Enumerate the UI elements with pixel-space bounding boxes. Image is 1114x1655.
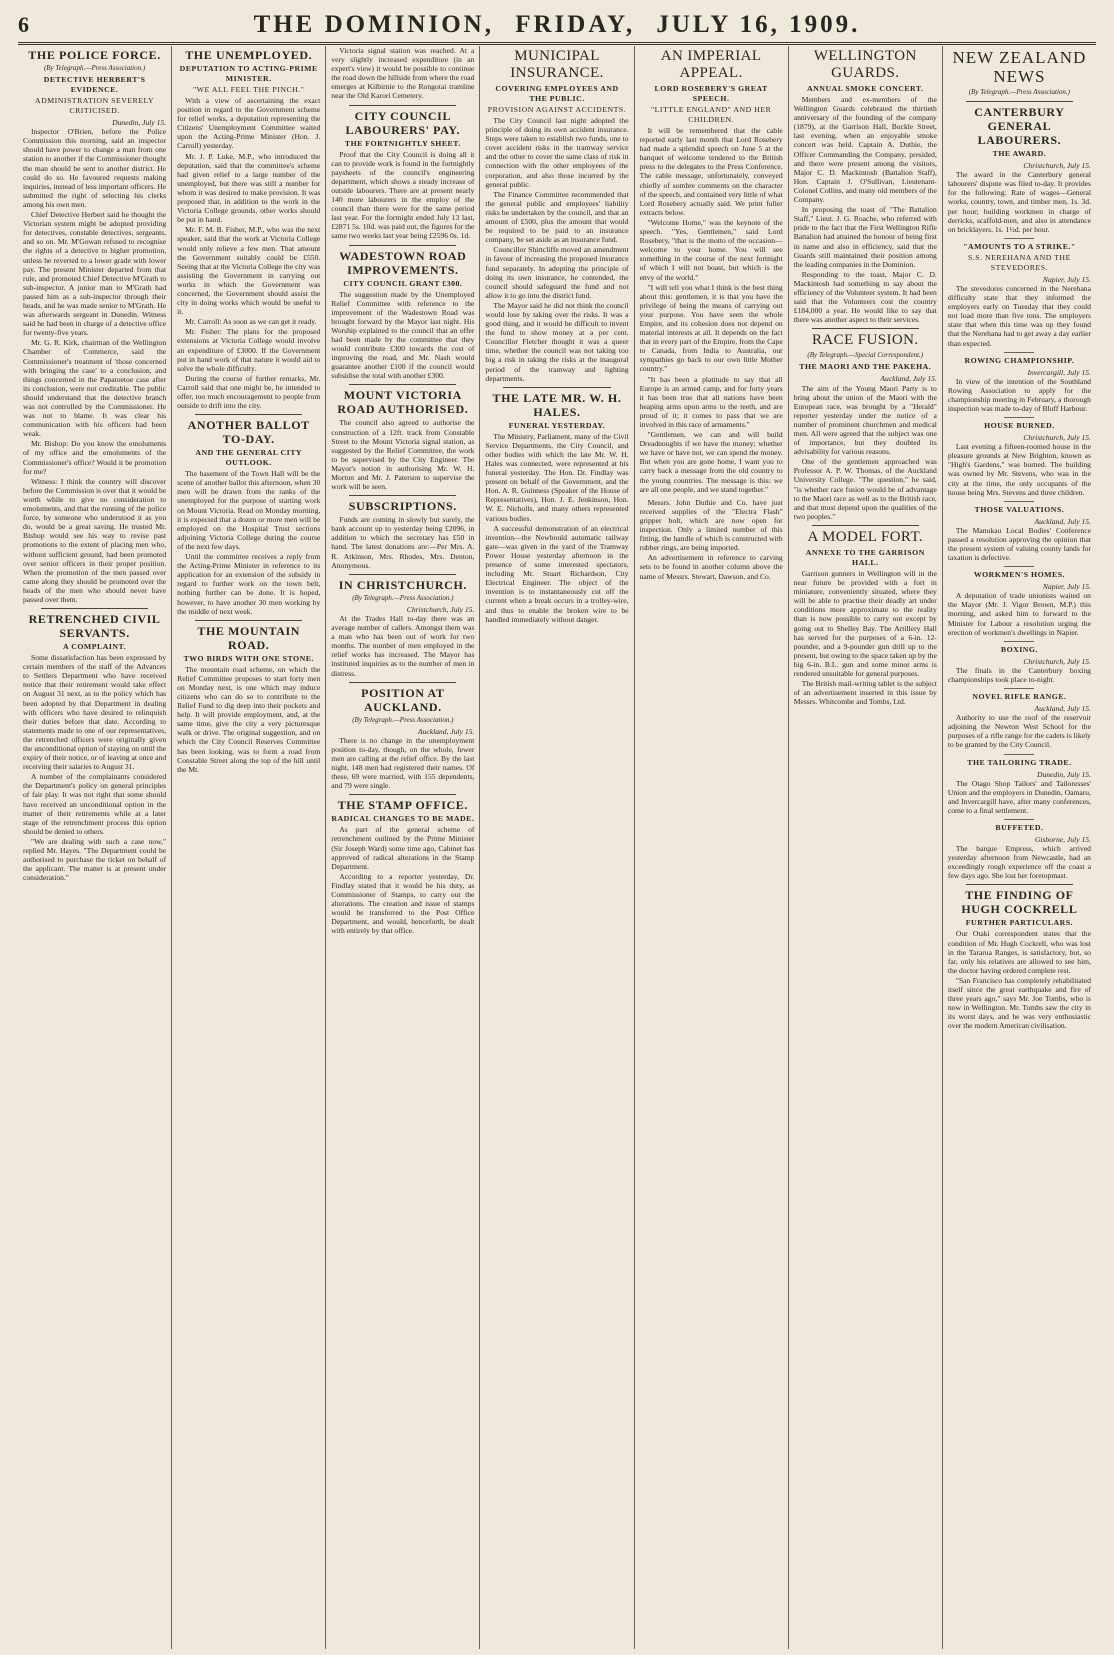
newspaper-columns: [18, 46, 1096, 1649]
article-paragraph: Messrs. John Duthie and Co. have just received supplies of the "Electra Flash" gripper bolt, which are now open for inspection. Only a limited number of this fitting, the handle of which is constructed with rubber rings, are being imported.: [639, 497, 783, 553]
column-6: [789, 46, 943, 1649]
article-divider: [349, 794, 456, 795]
article-paragraph: A successful demonstration of an electrical invention—the Newbould automatic railway gate—was given in the yard of the Tramway Power House yesterday afternoon in the presence of some interested spectators, including Mr. Stuart Richardson, City Electrical Engineer. The object of the invention is to instantaneously cut off the current when a break occurs in a trolley-wire, and thus to enable the broken wire to be handled immediately without danger.: [485, 523, 629, 624]
article-paragraph: Until the committee receives a reply from the Acting-Prime Minister in reference to its application for an extension of the subsidy in regard to further work on the town belt, nothing further can be done. It is hoped, however, to have another 30 men working by the middle of next week.: [177, 552, 321, 616]
article-paragraph: Members and ex-members of the Wellington Guards celebrated the thirtieth anniversary of the founding of the company (1879), at the Garrison Hall, Buckle Street, last evening, when an enjoyable smoke concert was held. Captain A. Duthie, the Officer Commanding the Company, presided, and there were present among the visitors, Major C. D. Mackintosh (Battalion Staff), Hon. Captain J. O'Sullivan, Lieutenant-Colonel Collins, and many old members of the Company.: [793, 95, 937, 205]
article-headline: THE FINDING OF HUGH COCKRELL: [961, 888, 1078, 917]
dateline: Auckland, July 15.: [417, 726, 475, 736]
article-paragraph: As part of the general scheme of retrenchment outlined by the Prime Minister (Sir Joseph Ward) some time ago, Cabinet has approved of radical alterations in the Stamp Department.: [331, 825, 475, 871]
article-paragraph: Mr. F. M. B. Fisher, M.P., who was the next speaker, said that the work at Victoria College would only relieve a few men. That amount the Government suitably could be £550. Seeing that at the Victoria College the city was assisting the Government in carrying out works in which the Government was concerned, the Government should assist the city in doing works which would be useful to it.: [177, 225, 321, 317]
article-paragraph: It will be remembered that the cable reported early last month that Lord Rosebery had made a splendid speech on June 5 at the banquet of welcome tendered to the British press to the delegates to the Press Conference. The cable message, unfortunately, conveyed chiefly of sombre comments on the character of the speech, and contained very little of what Lord Rosebery actually said. We print fuller extracts below.: [639, 126, 783, 217]
article-subhead: COVERING EMPLOYEES AND THE PUBLIC.: [495, 84, 619, 103]
dateline: Dunedin, July 15.: [112, 118, 167, 128]
article-subhead: ANNUAL SMOKE CONCERT.: [807, 84, 924, 93]
article-divider: [349, 682, 456, 683]
article-subhead: FUNERAL YESTERDAY.: [508, 420, 606, 430]
article: [948, 417, 1091, 497]
wire-credit: (By Telegraph.—Press Association.): [968, 88, 1071, 96]
article: [948, 641, 1091, 684]
short-divider: [1004, 417, 1034, 418]
article-subhead: BUFFETED.: [995, 822, 1044, 832]
article-subhead: THOSE VALUATIONS.: [974, 504, 1065, 514]
article-paragraph: The mountain road scheme, on which the Relief Committee proposes to start forty men on Monday next, is one which may induce citizens who can do so to contribute to the Relief Fund to dig deep into their pockets and help. It will provide employment, and, at the same time, give the city a very picturesque walk or drive. The original suggestion, and on which the City Council Reserves Committee has been looking, was to form a road from Constable Street along the top of the hill until the Mt.: [177, 664, 321, 774]
article: [331, 499, 474, 570]
short-divider: [1004, 688, 1034, 689]
article-subhead: ADMINISTRATION SEVERELY CRITICISED.: [34, 96, 155, 116]
article-subhead: ROWING CHAMPIONSHIP.: [964, 355, 1075, 365]
article-subhead: HOUSE BURNED.: [984, 421, 1055, 431]
article-paragraph: The British mail-writing tablet is the subject of an advertisement inserted in this issue by Messrs. Whitcombe and Tombs, Ltd.: [793, 679, 937, 707]
dateline: Christchurch, July 15.: [1023, 433, 1091, 443]
short-divider: [1004, 641, 1034, 642]
article-headline: SUBSCRIPTIONS.: [348, 499, 457, 514]
article-subhead: "LITTLE ENGLAND" AND HER CHILDREN.: [650, 105, 772, 124]
article-subhead: AND THE GENERAL CITY OUTLOOK.: [195, 448, 303, 468]
article-subhead: WORKMEN'S HOMES.: [973, 570, 1065, 580]
article-paragraph: One of the gentlemen approached was Professor A. P. W. Thomas, of the Auckland University College. "The question," he said, "is whether race fusion would be of advantage to the Maori race as well as to the British race, and that must depend upon the qualities of the two peoples.": [793, 457, 937, 521]
column-4: [480, 46, 634, 1649]
article-subhead: S.S. NEREHANA AND THE STEVEDORES.: [967, 252, 1071, 272]
article-paragraph: The Manukau Local Bodies' Conference passed a resolution approving the opinion that the present system of valuing county lands for taxation is defective.: [947, 525, 1091, 563]
article-divider: [966, 884, 1073, 885]
short-divider: [1004, 501, 1034, 502]
dateline: Napier, July 15.: [1042, 582, 1091, 592]
article-subhead: A COMPLAINT.: [63, 642, 127, 652]
article: [948, 352, 1091, 413]
article-divider: [349, 245, 456, 246]
article-headline: RETRENCHED CIVIL SERVANTS.: [28, 612, 161, 641]
article-divider: [966, 101, 1073, 102]
article-subhead: RADICAL CHANGES TO BE MADE.: [331, 814, 475, 824]
column-3: [326, 46, 480, 1649]
short-divider: [1004, 566, 1034, 567]
article-paragraph: Chief Detective Herbert said he thought the Victorian system might be adopted providing for detectives, constable detectives, sergeants, and so on. Mr. M'Gowan refused to recognise the rights of a detective to higher promotion, unless he reverted to a lower grade with lower pay. The present Minister departed from that rule, and promoted Chief Detective M'Grath to sub-inspector. A junior man to M'Grath had passed him as a sub-inspector through their heads, and he was made senior to M'Grath. He was afterwards sergeant in Dunedin. Witness said he had been in charge of a detective office for twenty-five years.: [23, 210, 167, 338]
article-subhead: "WE ALL FEEL THE PINCH.": [193, 85, 305, 94]
article-divider: [812, 525, 919, 526]
article-paragraph: With a view of ascertaining the exact position in regard to the Government scheme for relief works, a deputation representing the Citizens' Unemployment Committee waited upon the Acting-Prime Minister (Hon. J. Carroll) yesterday.: [177, 96, 321, 151]
article-paragraph: "It has been a platitude to say that all Europe is an armed camp, and for forty years it has been true that all nations have been heaping arms upon arms to the teeth, and are proud of it; it comes to pass that we are involved in this race of armaments.": [639, 374, 783, 429]
article-headline: MUNICIPAL INSURANCE.: [510, 48, 604, 81]
dateline: Auckland, July 15.: [1034, 704, 1091, 714]
article: [485, 48, 628, 383]
short-divider: [1004, 238, 1034, 239]
article-paragraph: Authority to use the roof of the reservoir adjoining the Newton West School for the purposes of a rifle range for the cadets is likely to be granted by the City Council.: [947, 713, 1091, 750]
dateline: Napier, July 15.: [1042, 274, 1091, 284]
page-number: 6: [18, 12, 29, 37]
article-paragraph: Witness: I think the country will discover before the Commission is over that it would be worth while to give no consideration to emoluments, and that the running of the police force, by someone who understood it as you do, would be a great saving. He trusted Mr. Bishop would see his way to revise past promotions to the extent of placing men who, without sufficient ground, had been promoted over senior officers in their proper position. When the promotion of the men passed over came along they should be promoted over the heads of the men who should never have passed over them.: [23, 476, 167, 604]
article-paragraph: The award in the Canterbury general labourers' dispute was filed to-day. It provides for the following: Rate of wages—General works, country, town, and timber men, 1s. 3d. per hour; building workmen in charge of derricks, scaffold-men, and also in attendance on bricklayers, 1s. 1½d. per hour.: [947, 170, 1091, 234]
article-paragraph: There is no change in the unemployment position to-day, though, on the whole, fewer men are calling at the relief office. By the last night, 148 men had registered their names. Of these, 69 were married, with 155 dependents, and 79 were single.: [331, 735, 475, 791]
article-headline: ANOTHER BALLOT TO-DAY.: [187, 418, 310, 447]
dateline: Dunedin, July 15.: [1036, 769, 1091, 779]
article-subhead: "AMOUNTS TO A STRIKE.": [963, 241, 1076, 251]
wire-credit: (By Telegraph.—Press Association.): [352, 715, 454, 724]
article-paragraph: Proof that the City Council is doing all it can to provide work is found in the fortnightly paysheets of the council's engineering department, which shows a steady increase of outside labourers. There are at present nearly 140 more labourers in the employ of the council than there were for the same period last year. For the fortnight ended July 13 last, £2871 5s. 10d. was paid out, the figures for the same two weeks last year being £2596 0s. 1d.: [331, 149, 475, 241]
article-subhead: TWO BIRDS WITH ONE STONE.: [183, 653, 314, 663]
issue-date: JULY 16, 1909.: [656, 11, 861, 38]
article-subhead: PROVISION AGAINST ACCIDENTS.: [487, 105, 627, 114]
article-headline: A MODEL FORT.: [807, 528, 924, 545]
article: [23, 48, 166, 604]
article-subhead: CITY COUNCIL GRANT £300.: [343, 278, 463, 288]
article-paragraph: The Otago Shop Tailors' and Tailoresses' Union and the employers in Dunedin, Oamaru, and Invercargill have, after many conferences, come to a final settlement.: [947, 778, 1091, 815]
article-paragraph: In view of the intention of the Southland Rowing Association to apply for the championship meeting in February, a thorough inspection was made to-day of Bluff Harbour.: [947, 376, 1091, 413]
article: [331, 46, 474, 101]
article-headline: CANTERBURY GENERAL LABOURERS.: [974, 105, 1065, 148]
article-paragraph: According to a reporter yesterday, Dr. Findlay stated that it would be his duty, as Commissioner of Stamps, to carry out the alterations. The creation and issue of stamps would be transferred to the Post Office Department, and would, henceforth, be dealt with entirely by that office.: [331, 871, 475, 936]
article-divider: [503, 387, 610, 388]
article-paragraph: At the Trades Hall to-day there was an average number of callers. Amongst them was a man who has been out of work for two months. The number of men employed in the relief works has increased. The Mayor has instituted inquiries as to the number of men in distress.: [331, 613, 475, 678]
article: [948, 754, 1091, 815]
article-subhead: NOVEL RIFLE RANGE.: [972, 692, 1067, 702]
article-headline: THE STAMP OFFICE.: [337, 798, 469, 813]
article: [794, 332, 937, 521]
article-paragraph: "I will tell you what I think is the best thing about this: gentlemen, it is that you have the privilege of being the means of carrying out your purpose. You have seen the whole Empire, and its cohesion does not depend on material interests at all. It depends on the fact that in every part of the Empire, from the Cape to Canada, from India to Australia, our sympathies go back to our own little Mother country.": [639, 282, 783, 374]
article: [177, 418, 320, 616]
article-divider: [41, 608, 148, 609]
article-subhead: THE MAORI AND THE PAKEHA.: [799, 362, 932, 372]
article-divider: [195, 414, 302, 415]
article-subhead: THE FORTNIGHTLY SHEET.: [344, 138, 461, 148]
article-subhead: FURTHER PARTICULARS.: [965, 918, 1074, 928]
article: [948, 819, 1091, 880]
article-paragraph: The stevedores concerned in the Nerehana difficulty state that they informed the employers early on Tuesday that they could not load more than five tons. The employers state that when this time was up they found that the Nerehana had to get away a day earlier than expected.: [947, 283, 1091, 348]
article-paragraph: The Finance Committee recommended that the general public and employees' liability risks be undertaken by the council, and that an amount of £500, plus the amount that would be required to be paid to an insurance company, be set aside as an insurance fund.: [485, 189, 629, 245]
article: [948, 501, 1091, 562]
article: [640, 498, 783, 581]
article-paragraph: A number of the complainants considered the Department's policy on general principles of fair play. It was not right that some should have received an unconditional option in the matter of their retirements while at a later stage of the retrenchment process this option should be denied to others.: [23, 772, 167, 836]
article-subhead: THE AWARD.: [992, 149, 1047, 159]
wire-credit: (By Telegraph.—Press Association.): [43, 64, 146, 72]
article-paragraph: The City Council last night adopted the principle of doing its own accident insurance. Steps were taken to establish two funds, one to cover accident risks in the tramway service and the other to cover the same class of risk in connection with the other employees of the corporation, and also those incurred by the general public.: [485, 116, 629, 189]
dateline: Christchurch, July 15.: [406, 604, 475, 614]
column-2: [172, 46, 326, 1649]
article-subhead: BOXING.: [1000, 644, 1038, 654]
wire-credit: (By Telegraph.—Press Association.): [352, 593, 454, 602]
article-paragraph: Inspector O'Brien, before the Police Commission this morning, said an inspector should have power to change a man from one station to another if the Commissioner thought the man should be sent to another district. He could do so. He favoured requests making inquiries, instead of less important officers. He submitted the right of selecting his clerks among his own men.: [23, 127, 167, 209]
article-paragraph: Mr. Bishop: Do you know the emoluments of my office and the emoluments of the Commissioner's office? Would it be promotion for me?: [23, 439, 167, 476]
article-divider: [349, 574, 456, 575]
article-paragraph: The aim of the Young Maori Party is to bring about the union of the Maori with the European race, was brought by a "Herald" reporter yesterday under the notice of a number of prominent churchmen and medical men. All were agreed that the subject was one of importance, but they doubted its advisability for various reasons.: [793, 383, 937, 457]
article-paragraph: Last evening a fifteen-roomed house in the pleasure grounds at New Brighton, known as "High's Gardens," was burned. The building was owned by Mr. Stevens, who was in the city at the time, the only occupants of the house being Mrs. Stevens and three children.: [947, 442, 1091, 497]
article-paragraph: The Mayor said he did not think the council would lose by taking over the risks. It was a good thing, and it would be difficult to invent the fund to show money at a per cent. Councillor Fletcher thought it was a queer time, whether the council was not taking too big a risk in taking the risks at the inaugural period of the tramway and lighting departments.: [485, 300, 629, 383]
column-7: [943, 46, 1096, 1649]
article-paragraph: Mr. Carroll: As soon as we can get it ready.: [185, 317, 317, 327]
article-paragraph: Mr. J. P. Luke, M.P., who introduced the deputation, said that the committee's scheme had given relief to a large number of the unemployed, but there was still a number for whom it was desired to make provision. It was proposed that, in addition to the work in the Victoria College grounds, other works should be put in hand.: [177, 151, 321, 225]
article: [948, 105, 1091, 234]
dateline: Invercargill, July 15.: [1027, 367, 1091, 377]
article-headline: POSITION AT AUCKLAND.: [361, 685, 445, 714]
article: [331, 388, 474, 491]
article-paragraph: "We are dealing with such a case now," replied Mr. Hayes. "The Department could be authorised to purchase the ticket on behalf of the applicant. The matter is at present under consideration.": [23, 836, 167, 883]
issue-day: FRIDAY,: [515, 11, 636, 38]
masthead: [18, 8, 1096, 45]
dateline: Christchurch, July 15.: [1023, 656, 1091, 666]
article: [177, 624, 320, 774]
article-subhead: LORD ROSEBERY'S GREAT SPEECH.: [654, 84, 768, 103]
article-headline: WADESTOWN ROAD IMPROVEMENTS.: [339, 248, 467, 277]
article-headline: THE POLICE FORCE.: [28, 48, 161, 62]
article-paragraph: Some dissatisfaction has been expressed by certain members of the staff of the Advances to Settlers Department who have received notice that their retirement would take effect on August 31 next, as to the policy which has been adopted by that Department in dealing with officers who have desired to relinquish their duties before that date. According to statements made to one of our representatives, the retrenched officers were originally given the unconditional option of staying on until the expiry of their notice, or of leaving at once and receiving their salaries to August 31.: [23, 653, 167, 772]
article: [485, 391, 628, 624]
article: [640, 48, 783, 494]
article: [331, 578, 474, 678]
dateline: Gisborne, July 15.: [1034, 834, 1091, 844]
short-divider: [1004, 754, 1034, 755]
article-subhead: ANNEXE TO THE GARRISON HALL.: [805, 547, 925, 567]
article-headline: AN IMPERIAL APPEAL.: [660, 48, 762, 81]
article-subhead: THE TAILORING TRADE.: [967, 757, 1072, 767]
article-paragraph: The suggestion made by the Unemployed Relief Committee with reference to the improvement of the Wadestown Road was brought forward by the Mayor last night. His Worship explained to the council that an offer had been made by the committee that they would contribute £300 towards the cost of improving the road, and Mr. Nash would guarantee another £100 if the council would subsidise the total with another £300.: [331, 289, 475, 381]
dateline: Auckland, July 15.: [1034, 516, 1091, 526]
article-divider: [195, 620, 302, 621]
article-headline: IN CHRISTCHURCH.: [338, 577, 467, 592]
article-paragraph: Mr. G. R. Kirk, chairman of the Wellington Chamber of Commerce, said the Commissioner's treatment of 'those concerned with bringing the case' to a conclusion, and things concerned in the Papatoetoe case after its conclusion, were not creditable. The public should understand that the detective branch was not controlled by the Commissioner. He was not to blame. It was clear his communication with his officers had been weak.: [23, 338, 167, 439]
article: [948, 566, 1091, 637]
article-paragraph: The finals in the Canterbury boxing championships took place to-night.: [947, 665, 1091, 684]
article-paragraph: During the course of further remarks, Mr. Carroll said that one might be, he intended to offer, too much encouragement to people from outside to drift into the city.: [177, 373, 321, 411]
article-paragraph: In proposing the toast of "The Battalion Staff," Lieut. J. G. Roache, who referred with pride to the fact that the First Wellington Rifle Battalion had attained the honour of being first in name and also in efficiency, said that the Guards still maintained their position among the leading companies in the Dominion.: [793, 205, 937, 269]
article: [794, 48, 937, 324]
article: [331, 798, 474, 935]
article-paragraph: Our Otaki correspondent states that the condition of Mr. Hugh Cockrell, who was lost in the Tararua Ranges, is satisfactory, but, so far, only his relatives are allowed to see him, the doctor having ordered complete rest.: [947, 929, 1091, 975]
article-paragraph: A deputation of trade unionists waited on the Mayor (Mr. J. Vigor Brown, M.P.) this morning, and asked him to forward to the Minister for Labour a resolution urging the erection of workmen's dwellings in Napier.: [947, 591, 1091, 637]
article-paragraph: An advertisement in reference to carving sets to be found in another column above the name of Messrs. Stewart, Dawson, and Co.: [639, 553, 783, 581]
article-paragraph: Councillor Shirtcliffe moved an amendment in favour of increasing the proposed insurance fund separately. In adopting the principle of doing its own insurance, he contended, the council should safeguard the fund and not allow it to go into the district fund.: [485, 245, 629, 300]
article-paragraph: "San Francisco has completely rehabilitated itself since the great earthquake and fire of three years ago," says Mr. Joe Tombs, who is now in Wellington. Mr. Tombs saw the city in its worst days, and he was very enthusiastic over the modern American civilisation.: [947, 975, 1091, 1031]
article: [794, 529, 937, 706]
dateline: Christchurch, July 15.: [1023, 161, 1091, 171]
column-5: [635, 46, 789, 1649]
article-headline: RACE FUSION.: [812, 332, 919, 349]
article-divider: [349, 105, 456, 106]
article: [948, 48, 1091, 97]
paper-name: THE DOMINION,: [253, 11, 494, 38]
article-paragraph: The basement of the Town Hall will be the scene of another ballot this afternoon, when 30 men will be drawn from the ranks of the unemployed for the purpose of starting work on Mount Victoria. Read on Monday morning, it is expected that a dozen or more men will be employed on the Hospital Trust sections adjoining Victoria College during the course of the next few days.: [177, 469, 321, 551]
article: [331, 249, 474, 381]
article: [177, 48, 320, 410]
article: [948, 688, 1091, 749]
article: [331, 109, 474, 241]
article-paragraph: Mr. Fisher: The plans for the proposed extensions at Victoria College would involve an expenditure of £3000. If the Government put in hand work of that nature it would aid to solve the whole difficulty.: [177, 327, 321, 373]
paper-title: [78, 11, 1036, 39]
article-divider: [812, 328, 919, 329]
article: [23, 612, 166, 882]
article-subhead: DETECTIVE HERBERT'S EVIDENCE.: [43, 75, 146, 95]
wire-credit: (By Telegraph.—Special Correspondent.): [807, 351, 924, 360]
article-headline: CITY COUNCIL LABOURERS' PAY.: [345, 108, 461, 137]
article-paragraph: "Welcome Home," was the keynote of the speech. "Yes, Gentlemen," said Lord Rosebery, "that is the motto of the occasion—welcome to your home. You will see something in the course of the next fortnight of which I will not boast, but which is the envy of the world.": [639, 217, 783, 282]
article-headline: WELLINGTON GUARDS.: [813, 48, 917, 81]
article-paragraph: The council also agreed to authorise the construction of a 12ft. track from Constable Street to the Mount Victoria signal station, as suggested by the Relief Committee, the work to be supervised by the City Engineer. The Mayor's notion in authorising Mr. W. H. Morton and Mr. J. Paterson to supervise the work will be seen.: [331, 418, 475, 492]
short-divider: [1004, 352, 1034, 353]
article: [948, 888, 1091, 1030]
article-paragraph: The Ministry, Parliament, many of the Civil Service Departments, the City Council, and other bodies with which the late Mr. W. H. Hales was connected, were represented at his funeral yesterday. The Hon. Dr. Findlay was present on behalf of the Government, and the Hon. A. R. Guinness (Speaker of the House of Representatives), Hon. J. E. Jenkinson, Hon. W. E. Nicholls, and many others represented various bodies.: [485, 431, 629, 523]
short-divider: [1004, 819, 1034, 820]
dateline: Auckland, July 15.: [880, 374, 937, 384]
article-divider: [349, 495, 456, 496]
article-paragraph: Garrison gunners in Wellington will in the near future be provided with a fort in miniature, conveniently situated, where they will be able to practise their deadly art under conditions more approximate to the reality than is now possible to carry out except by going out to Shelley Bay. The Artillery Hall has served for the purposes of a 6-in. 12-pounder, and a 9-pounder gun drill up to the present, but owing to the space taken up by the big 6-in. B.L. gun and some minor arms is rendered unsuitable for general purposes.: [793, 568, 937, 678]
article: [948, 238, 1091, 348]
article-headline: MOUNT VICTORIA ROAD AUTHORISED.: [337, 388, 469, 417]
article-paragraph: Victoria signal station was reached. At a very slightly increased expenditure (in an expert's view) it would be possible to continue the road down the hillside from where the road emerges at Kilbirnie to the Rongotai tramline near the Old Karori Cemetery.: [331, 46, 475, 101]
article-paragraph: The barque Empress, which arrived yesterday afternoon from Newcastle, had an exceedingly rough experience off the coast a few days ago. She lost her foretopmast.: [947, 844, 1091, 881]
article-paragraph: Responding to the toast, Major C. D. Mackintosh had something to say about the efficiency of the Volunteer system. It had been said that the Volunteers cost the country £184,000 a year. He would like to say that there was another aspect to their services.: [793, 269, 937, 325]
article-headline: NEW ZEALAND NEWS: [952, 48, 1087, 86]
article-subhead: DEPUTATION TO ACTING-PRIME MINISTER.: [179, 64, 318, 83]
article-paragraph: "Gentlemen, we can and will build Dreadnoughts if we have the money; whether we have or have not, we can spend the money. But when you are gone home, I want you to carry back a message from the old country to the young countries. The message is this: we are all one people, and we stand together.": [639, 430, 783, 494]
article-paragraph: Funds are coming in slowly but surely, the bank account up to yesterday being £2096, in addition to which the secretary has £50 in hand. The latest donations are:—Per Mrs. A. R. Atkinson, Mrs. Rhodes, Mrs. Denton, Anonymous.: [331, 515, 475, 570]
article-headline: THE LATE MR. W. H. HALES.: [492, 390, 622, 419]
article: [331, 686, 474, 791]
article-divider: [349, 384, 456, 385]
article-headline: THE UNEMPLOYED.: [185, 48, 313, 62]
article-headline: THE MOUNTAIN ROAD.: [197, 623, 301, 652]
column-1: [18, 46, 172, 1649]
